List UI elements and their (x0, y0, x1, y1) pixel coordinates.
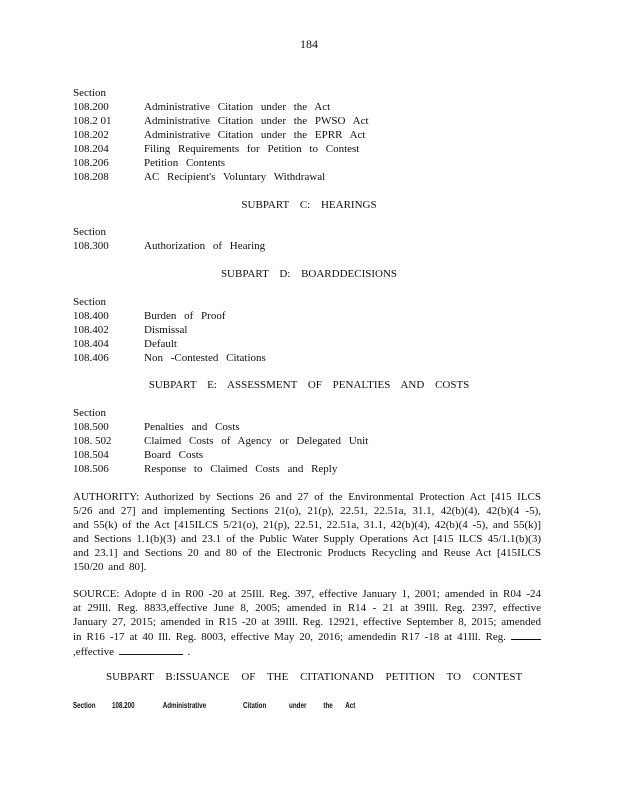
section-title: Default (144, 338, 177, 350)
subpart-c-heading: SUBPART C: HEARINGS (241, 199, 377, 211)
source-period: . (187, 646, 191, 658)
section-row (73, 323, 266, 337)
section-row (73, 100, 369, 114)
section-title: Administrative Citation under the EPRR Act (144, 129, 366, 141)
section-title: AC Recipient's Voluntary Withdrawal (144, 171, 326, 183)
section-title: Petition Contents (144, 157, 226, 169)
section-number: 108.406 (73, 352, 109, 364)
section-title: Administrative Citation under the Act (144, 101, 331, 113)
section-heading: Section (73, 296, 106, 308)
small-word: the (323, 701, 333, 710)
section-title: Burden of Proof (144, 310, 226, 322)
section-row (73, 462, 368, 476)
section-row (73, 156, 369, 170)
section-number: 108.500 (73, 421, 109, 433)
subpart-e-heading: SUBPART E: ASSESSMENT OF PENALTIES AND COSTS (148, 379, 470, 391)
section-row (73, 420, 368, 434)
subpart-b-heading: SUBPART B:ISSUANCE OF THE CITATIONAND PETITION TO CONTEST (106, 671, 523, 683)
section-list-subpart-b (73, 86, 369, 184)
section-number: 108.2 01 (73, 115, 112, 127)
section-heading: Section (73, 87, 106, 99)
section-number: 108.400 (73, 310, 109, 322)
source-text: SOURCE: Adopte d in R00 -20 at 25Ill. Reg. 397, effective January 1, 2001; amended in R04 -24 at 29Ill. Reg. 8833,effective June 8, 2005; amended in R14 - 21 at 39Ill. Reg. 2397, effective January 27, 2015; amended in R15 -20 at 39Ill. Reg. 12921, effective September 8, 2015; amended in R16 -17 at 40 Ill. Reg. 8003, effective May 20, 2016; amendedin R17 -18 at 41Ill. (73, 588, 541, 643)
section-title: Administrative Citation under the PWSO Act (144, 115, 369, 127)
small-word: Citation (243, 701, 267, 710)
section-title: Response to Claimed Costs and Reply (144, 463, 338, 475)
section-number: 108. 502 (73, 435, 112, 447)
small-word: under (289, 701, 307, 710)
section-number: 108.206 (73, 157, 109, 169)
section-title: Penalties and Costs (144, 421, 240, 433)
section-title: Non -Contested Citations (144, 352, 266, 364)
section-row (73, 337, 266, 351)
section-line-small (73, 699, 355, 713)
source-paragraph (73, 587, 541, 659)
small-word: Act (345, 701, 356, 710)
section-heading: Section (73, 226, 106, 238)
section-number: 108.404 (73, 338, 109, 350)
section-list-subpart-e (73, 406, 368, 476)
page-number: 184 (300, 37, 318, 51)
source-reg-label: Reg. (485, 631, 507, 643)
small-section-number: 108.200 (112, 701, 135, 710)
section-row (73, 239, 265, 253)
date-blank (119, 644, 183, 655)
section-number: 108.402 (73, 324, 109, 336)
section-number: 108.204 (73, 143, 109, 155)
section-title: Board Costs (144, 449, 204, 461)
subpart-d-heading: SUBPART D: BOARDDECISIONS (220, 268, 398, 280)
section-number: 108.200 (73, 101, 109, 113)
small-word: Administrative (162, 701, 207, 710)
section-title: Dismissal (144, 324, 188, 336)
authority-paragraph: AUTHORITY: Authorized by Sections 26 and 27 of the Environmental Protection Act [415 ILCS 5/26 and 27] and implementing Sections 21(o), 21(p), 22.51, 22.51a, 31.1, 42(b)(4), 42(b)(4 -5), and 55(k) of the Act [415ILCS 5/21(o), 21(p), 22.51, 22.51a, 31.1, 42(b)(4), 42(b)(4 -5), and 55(k)] and Sections 1.1(b)(3) and 23.1 of the Public Water Supply Operations Act [415 ILCS 45/1.1(b)(3) and 23.1] and Sections 20 and 80 of the Electronic Products Recycling and Reuse Act [415ILCS 150/20 and 80]. (73, 491, 541, 573)
section-row (73, 114, 369, 128)
section-number: 108.208 (73, 171, 109, 183)
section-number: 108.300 (73, 240, 109, 252)
section-number: 108.504 (73, 449, 109, 461)
section-list-subpart-c (73, 225, 265, 253)
section-number: 108.506 (73, 463, 109, 475)
section-row (73, 434, 368, 448)
section-number: 108.202 (73, 129, 109, 141)
reg-blank (511, 629, 541, 640)
section-row (73, 309, 266, 323)
section-heading: Section (73, 407, 106, 419)
section-row (73, 128, 369, 142)
source-effective-label: ,effective (73, 646, 115, 658)
section-row (73, 170, 369, 184)
section-title: Authorization of Hearing (144, 240, 266, 252)
section-row (73, 351, 266, 365)
small-section-label: Section (73, 701, 96, 710)
section-title: Claimed Costs of Agency or Delegated Unit (144, 435, 369, 447)
section-row (73, 142, 369, 156)
section-row (73, 448, 368, 462)
section-list-subpart-d (73, 295, 266, 365)
section-title: Filing Requirements for Petition to Contest (144, 143, 360, 155)
